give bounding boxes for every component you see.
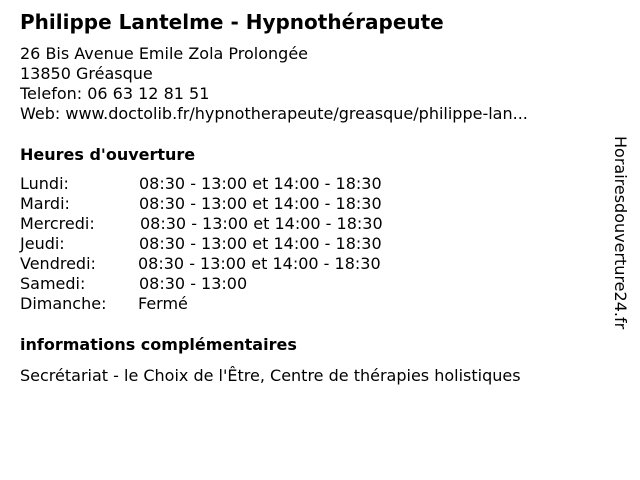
hours-day: Lundi: [20,174,69,193]
hours-time: Fermé [138,294,188,313]
contact-block [20,44,528,124]
info-heading: informations complémentaires [20,335,297,354]
hours-day: Mercredi: [20,214,95,233]
hours-time: 08:30 - 13:00 et 14:00 - 18:30 [140,214,383,233]
hours-time: 08:30 - 13:00 et 14:00 - 18:30 [139,234,382,253]
hours-time: 08:30 - 13:00 et 14:00 - 18:30 [138,254,381,273]
hours-time: 08:30 - 13:00 et 14:00 - 18:30 [139,194,382,213]
hours-day: Samedi: [20,274,86,293]
phone-number[interactable]: Telefon: 06 63 12 81 51 [20,84,210,103]
hours-time: 08:30 - 13:00 et 14:00 - 18:30 [139,174,382,193]
page-title: Philippe Lantelme - Hypnothérapeute [20,10,444,34]
hours-day: Dimanche: [20,294,107,313]
hours-day: Mardi: [20,194,70,213]
hours-day: Vendredi: [20,254,96,273]
website-link[interactable]: Web: www.doctolib.fr/hypnotherapeute/greasque/philippe-lan... [20,104,528,123]
hours-heading: Heures d'ouverture [20,145,196,164]
hours-day: Jeudi: [20,234,65,253]
hours-time: 08:30 - 13:00 [139,274,248,293]
info-text: Secrétariat - le Choix de l'Être, Centre de thérapies holistiques [20,366,521,385]
address-city: 13850 Gréasque [20,64,153,83]
site-brand[interactable]: Horairesdouverture24.fr [611,136,630,330]
address-street: 26 Bis Avenue Emile Zola Prolongée [20,44,309,63]
